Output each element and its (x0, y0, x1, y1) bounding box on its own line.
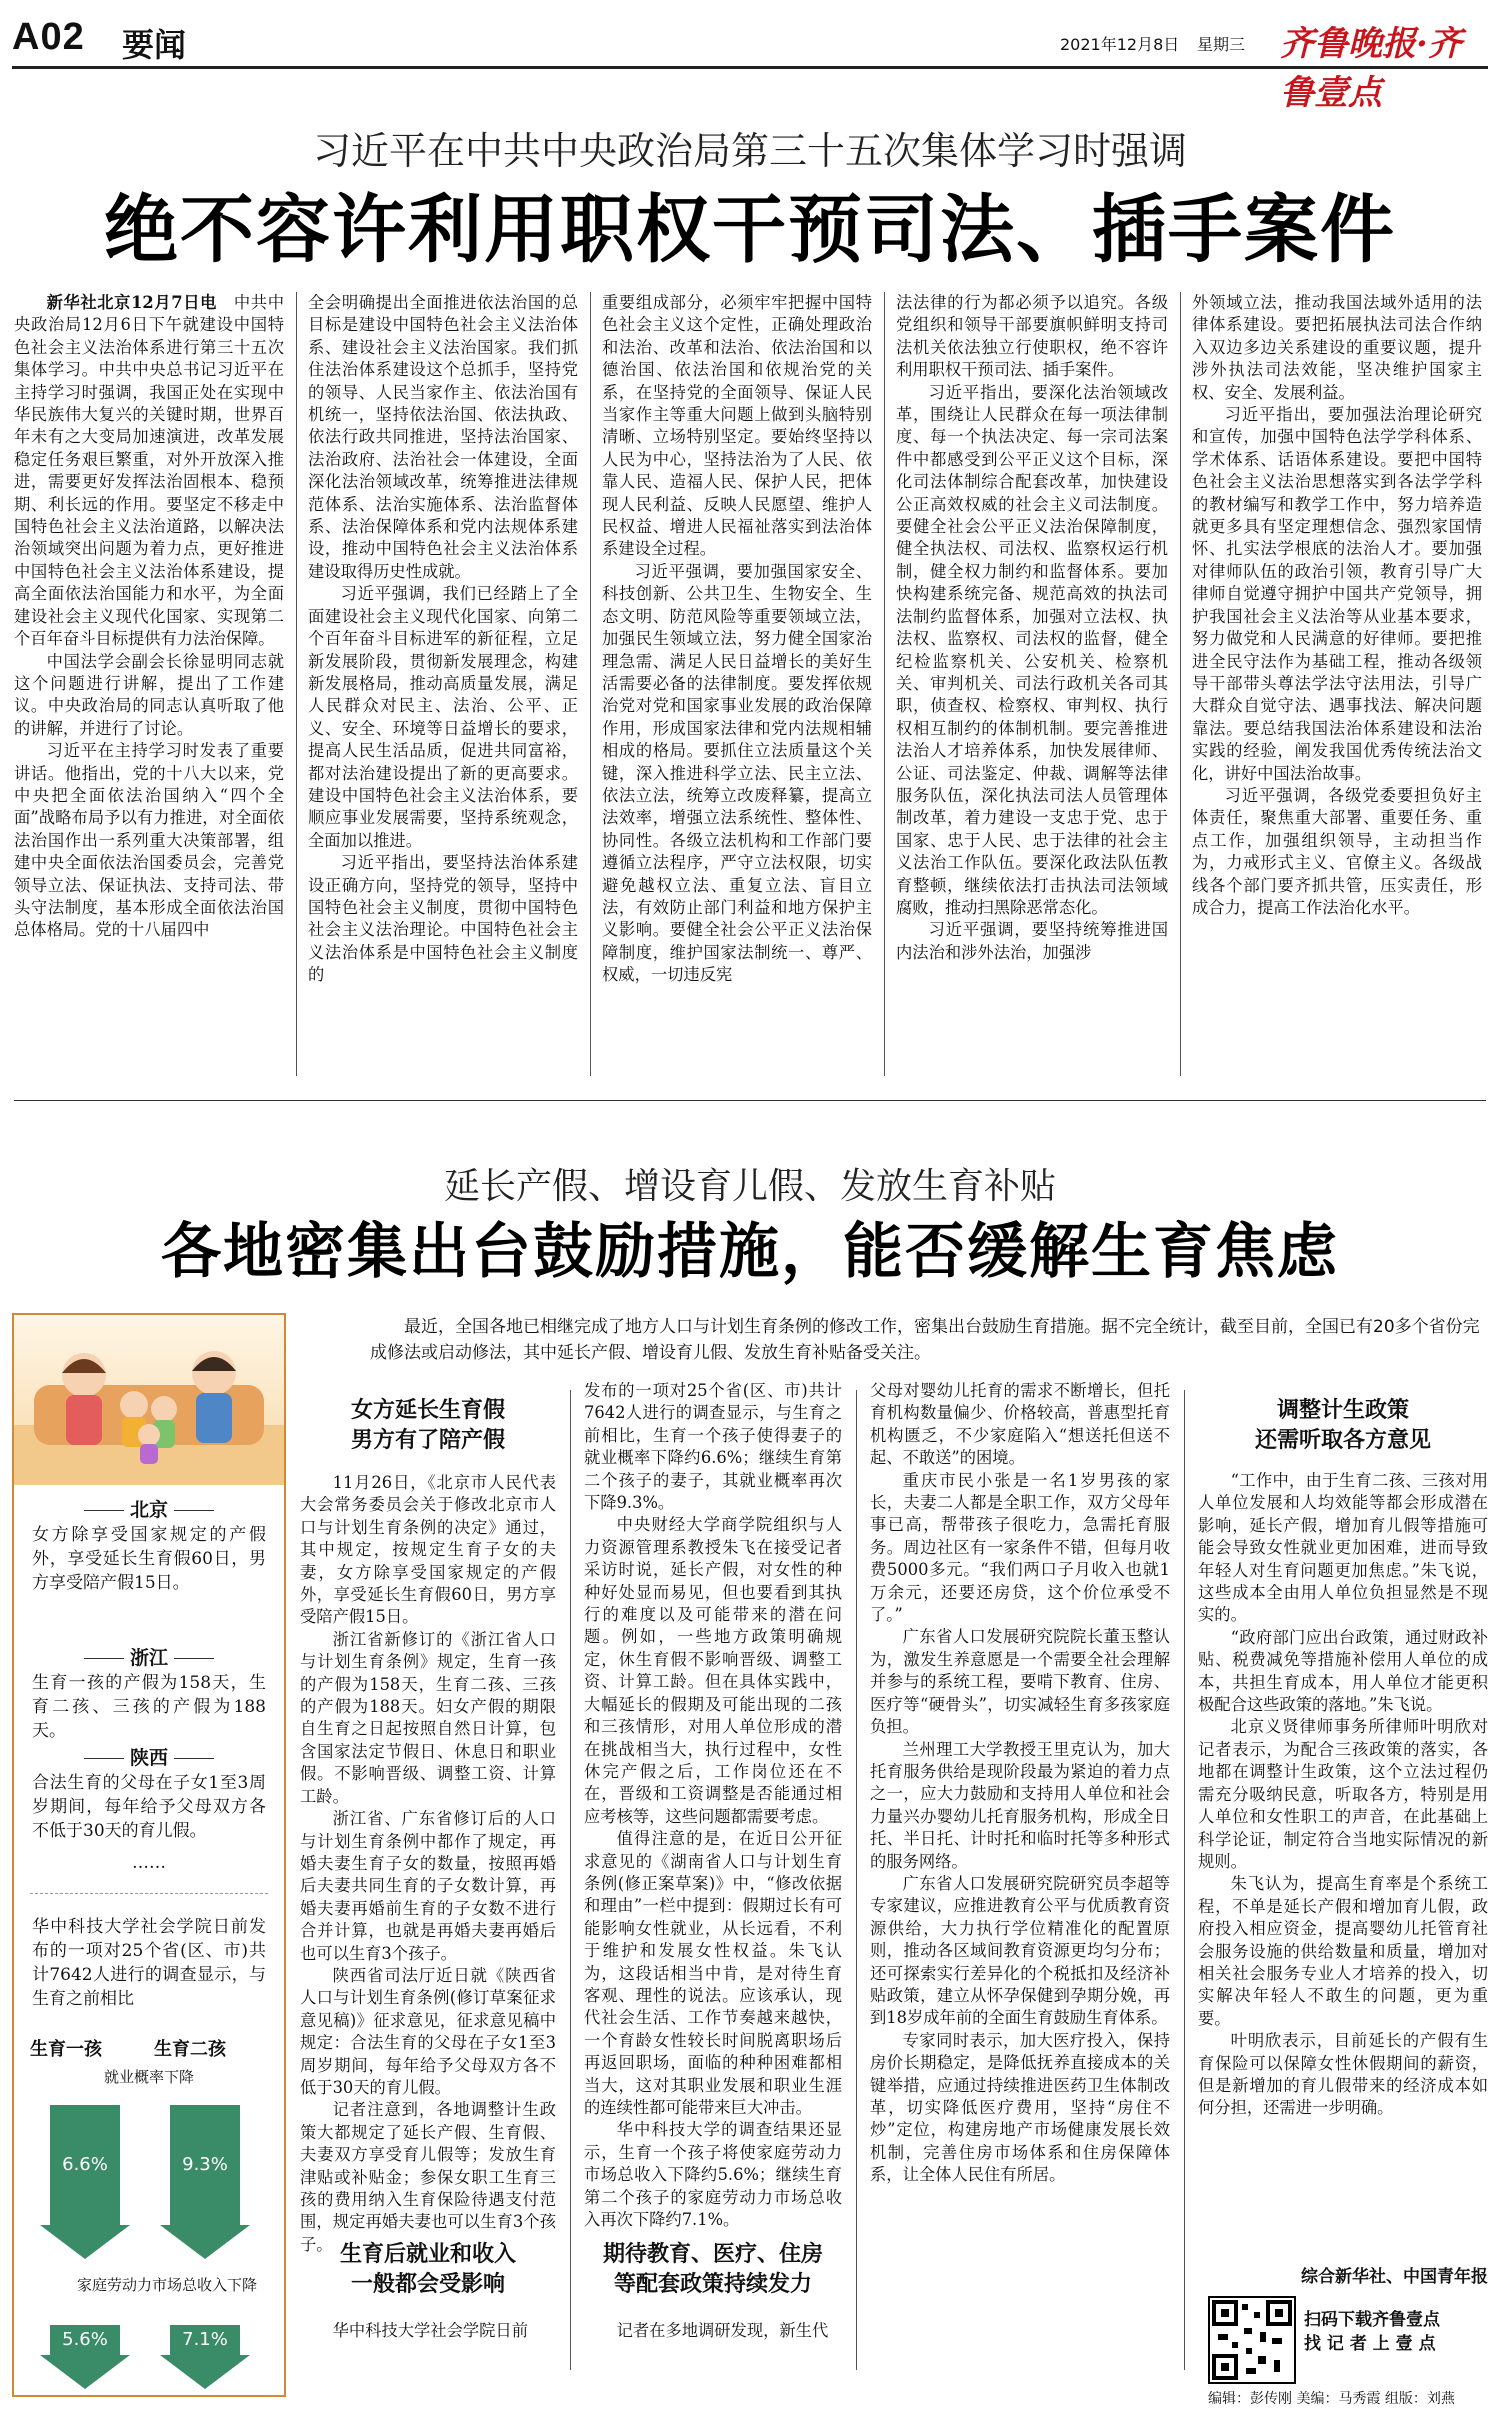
qr-caption (1304, 2308, 1440, 2356)
paragraph: 习近平指出，要深化法治领域改革，围绕让人民群众在每一项法律制度、每一个执法决定、每一宗司法案件中都感受到公平正义这个目标，深化司法体制综合配套改革，加快建设公正高效权威的社会主义司法制度。要健全社会公平正义法治保障制度，健全执法权、司法权、监察权运行机制，健全权力制约和监督体系。要加快构建系统完备、规范高效的执法司法制约监督体系，加强对立法权、执法权、监察权、司法权的监督，健全纪检监察机关、公安机关、检察机关、审判机关、司法行政机关各司其职，侦查权、检察权、审判权、执行权相互制约的体制机制。要完善推进法治人才培养体系，加快发展律师、公证、司法鉴定、仲裁、调解等法律服务队伍，深化执法司法人员管理体制改革，着力建设一支忠于党、忠于国家、忠于人民、忠于法律的社会主义法治工作队伍。要深化政法队伍教育整顿，继续依法打击执法司法领域腐败，推动扫黑除恶常态化。 (896, 382, 1168, 917)
paragraph: “工作中，由于生育二孩、三孩对用人单位发展和人均效能等都会形成潜在影响，延长产假，增加育儿假等措施可能会导致女性就业更加困难，进而导致年轻人对生育问题更加焦虑。”朱飞说，这些成本全由用人单位负担显然是不现实的。 (1198, 1471, 1488, 1625)
article1-column-4 (896, 292, 1168, 1078)
dateline: 新华社北京12月7日电 (46, 293, 234, 312)
paragraph: 专家同时表示，加大医疗投入，保持房价长期稳定，是降低抚养直接成本的关键举措，应通过持续推进医药卫生体制改革，切实降低医疗费用，坚持“房住不炒”定位，构建房地产市场健康发展长效机制，完善住房市场体系和住房保障体系，让全体人民住有所居。 (870, 2030, 1170, 2185)
label-first-child: 生育一孩 (30, 2039, 102, 2060)
page-header (12, 10, 1488, 113)
value-second-employment: 9.3% (182, 2154, 228, 2175)
article1-column-1 (14, 292, 284, 1078)
header-rule (12, 66, 1488, 69)
paragraph: 习近平强调，各级党委要担负好主体责任，聚焦重大部署、重要任务、重点工作，加强组织领导，主动担当作为，力戒形式主义、官僚主义。各级战线各个部门要齐抓共管，压实责任，形成合力，提高工作法治化水平。 (1192, 785, 1482, 917)
article1-kicker: 习近平在中共中央政治局第三十五次集体学习时强调 (312, 129, 1187, 173)
paragraph: 习近平指出，要加强法治理论研究和宣传，加强中国特色法学学科体系、学术体系、话语体系建设。要把中国特色社会主义法治思想落实到各法学学科的教材编写和教学工作中，努力培养造就更多具有坚定理想信念、强烈家国情怀、扎实法学根底的法治人才。要加强对律师队伍的政治引领，教育引导广大律师自觉遵守拥护中国共产党领导，拥护我国社会主义法治等从业基本要求，努力做党和人民满意的好律师。要把推进全民守法作为基础工程，推动各级领导干部带头尊法学法守法用法，引导广大群众自觉守法、遇事找法、解决问题靠法。要总结我国法治体系建设和法治实践的经验，阐发我国优秀传统法治文化，讲好中国法治故事。 (1192, 405, 1482, 783)
article2-kicker: 延长产假、增设育儿假、发放生育补贴 (443, 1166, 1056, 1207)
subhead-2: 生育后就业和收入 一般都会受影响 (339, 2242, 516, 2297)
metric-employment-label: 就业概率下降 (103, 2068, 194, 2086)
paragraph: 中国法学会副会长徐显明同志就这个问题进行讲解，提出了工作建议。中央政治局的同志认真听取了他的讲解，并进行了讨论。 (14, 651, 284, 738)
family-illustration-svg (14, 1315, 284, 1485)
value-second-income: 7.1% (182, 2329, 228, 2350)
article1-column-5 (1192, 292, 1482, 1078)
paragraph: 习近平强调，要坚持统筹推进国内法治和涉外法治，加强涉 (896, 920, 1168, 962)
masthead-logo: 齐鲁晚报·齐鲁壹点 (1280, 24, 1462, 113)
article2-column-4 (1198, 1470, 1488, 2250)
article-source: 综合新华社、中国青年报 (1301, 2267, 1488, 2287)
article2-column-1-tail (300, 2320, 556, 2360)
ellipsis: …… (132, 1853, 166, 1873)
paragraph: 兰州理工大学教授王里克认为，加大托育服务供给是现阶段最为紧迫的着力点之一，应大力鼓励和支持用人单位和社会力量兴办婴幼儿托育服务机构，形成全日托、半日托、计时托和临时托等多种形式的服务网络。 (870, 1739, 1170, 1871)
value-first-income: 5.6% (62, 2329, 108, 2350)
paragraph: 记者在多地调研发现，新生代 (616, 2321, 829, 2340)
paragraph: 全会明确提出全面推进依法治国的总目标是建设中国特色社会主义法治体系、建设社会主义法治国家。我们抓住法治体系建设这个总抓手，坚持党的领导、人民当家作主、依法治国有机统一，坚持依法治国、依法执政、依法行政共同推进，坚持法治国家、法治政府、法治社会一体建设，全面深化法治领域改革，统筹推进法律规范体系、法治实施体系、法治监督体系、法治保障体系和党内法规体系建设，推动中国特色社会主义法治体系建设取得历史性成就。 (308, 293, 578, 581)
paragraph: 浙江省、广东省修订后的人口与计划生育条例中都作了规定，再婚夫妻生育子女的数量，按照再婚后夫妻共同生育的子女数计算，再婚夫妻再婚前生育的子女数不进行合并计算，也就是再婚夫妻再婚后也可以生育3个孩子。 (300, 1809, 556, 1963)
paragraph: “政府部门应出台政策，通过财政补贴、税费减免等措施补偿用人单位的成本，共担生育成本，用人单位才能更积极配合这些政策的落地。”朱飞说。 (1198, 1627, 1488, 1715)
issue-weekday: 星期三 (1197, 35, 1246, 54)
qr-caption-line2: 找 记 者 上 壹 点 (1304, 2334, 1436, 2354)
paragraph: 习近平指出，要坚持法治体系建设正确方向，坚持党的领导，坚持中国特色社会主义制度，贯彻中国特色社会主义法治理论。中国特色社会主义法治体系是中国特色社会主义制度的 (308, 853, 578, 985)
paragraph: 陕西省司法厅近日就《陕西省人口与计划生育条例(修订草案征求意见稿)》征求意见，征求意见稿中规定：合法生育的父母在子女1至3周岁期间，每年给予父母双方各不低于30天的育儿假。 (300, 1965, 556, 2097)
paragraph: 朱飞认为，提高生育率是个系统工程，不单是延长产假和增加育儿假，政府投入相应资金，提高婴幼儿托管育社会服务设施的供给数量和质量，增加对相关社会服务专业人才培养的投入，切实解决年轻人不敢生的问题，更为重要。 (1198, 1874, 1488, 2028)
column-divider (296, 292, 297, 1076)
paragraph: 父母对婴幼儿托育的需求不断增长，但托育机构数量偏少、价格较高，普惠型托育机构匮乏，不少家庭陷入“想送托但送不起、不敢送”的困境。 (870, 1381, 1170, 1468)
paragraph: 值得注意的是，在近日公开征求意见的《湖南省人口与计划生育条例(修正案草案)》中，“修改依据和理由”一栏中提到：假期过长有可能影响女性就业，从长远看，不利于维护和发展女性权益。朱飞认为，这段话相当中肯，是对待生育客观、理性的说法。应该承认，现代社会生活、工作节奏越来越快，一个育龄女性较长时间脱离职场后再返回职场，面临的种种困难都相当大，这对其职业发展和职业生涯的连续性都可能带来巨大冲击。 (584, 1829, 842, 2117)
subhead-3: 期待教育、医疗、住房 等配套政策持续发力 (602, 2242, 823, 2297)
qr-code-svg (1210, 2298, 1294, 2382)
page-number: A02 (12, 16, 85, 58)
subhead-4: 调整计生政策 还需听取各方意见 (1254, 1398, 1431, 1453)
column-divider (590, 292, 591, 1076)
issue-date: 2021年12月8日 (1060, 35, 1180, 54)
paragraph: 华中科技大学社会学院日前 (332, 2321, 528, 2340)
qr-caption-line1: 扫码下载齐鲁壹点 (1304, 2310, 1440, 2330)
article1-column-2 (308, 292, 578, 1078)
region-shaanxi-text: 合法生育的父母在子女1至3周岁期间，每年给予父母双方各不低于30天的育儿假。 (32, 1773, 266, 1841)
paragraph: 外领域立法，推动我国法域外适用的法律体系建设。要把拓展执法司法合作纳入双边多边关系建设的重要议题，提升涉外执法司法效能，坚决维护国家主权、安全、发展利益。 (1192, 293, 1482, 402)
article1-column-3 (602, 292, 872, 1078)
paragraph: 华中科技大学的调查结果还显示，生育一个孩子将使家庭劳动力市场总收入下降约5.6%；继续生育第二个孩子的家庭劳动力市场总收入再次下降约7.1%。 (584, 2120, 842, 2230)
article2-column-2-tail (584, 2320, 842, 2360)
paragraph: 叶明欣表示，目前延长的产假有生育保险可以保障女性休假期间的薪资，但是新增加的育儿假带来的经济成本如何分担，还需进一步明确。 (1198, 2031, 1488, 2118)
paragraph: 浙江省新修订的《浙江省人口与计划生育条例》规定，生育一孩的产假为158天，生育二孩、三孩的产假为188天。妇女产假的期限自生育之日起按照自然日计算，包含国家法定节假日、休息日和职业假。不影响晋级、调整工资、计算工龄。 (300, 1629, 556, 1806)
region-zhejiang-text: 生育一孩的产假为158天，生育二孩、三孩的产假为188天。 (32, 1673, 266, 1741)
section-name: 要闻 (122, 26, 187, 64)
paragraph: 北京义贤律师事务所律师叶明欣对记者表示，为配合三孩政策的落实，各地都在调整计生政策，这个立法过程仍需充分吸纳民意，听取各方，特别是用人单位和女性职工的声音，在此基础上科学论证，制定符合当地实际情况的新规则。 (1198, 1717, 1488, 1871)
article2-lead: 最近，全国各地已相继完成了地方人口与计划生育条例的修改工作，密集出台鼓励生育措施。据不完全统计，截至目前，全国已有20多个省份完成修法或启动修法，其中延长产假、增设育儿假、发放生育补贴备受关注。 (370, 1317, 1480, 1363)
value-first-employment: 6.6% (62, 2154, 108, 2175)
label-second-child: 生育二孩 (154, 2039, 226, 2060)
article2-column-2 (584, 1380, 842, 2232)
article-separator (14, 1100, 1486, 1101)
arrow-first-employment (50, 2105, 120, 2225)
column-divider (570, 1390, 571, 2370)
fertility-policy-infographic (12, 1313, 286, 2397)
subhead-1: 女方延长生育假 男方有了陪产假 (350, 1398, 505, 1453)
paragraph: 习近平强调，我们已经踏上了全面建设社会主义现代化国家、向第二个百年奋斗目标进军的新征程，立足新发展阶段，贯彻新发展理念，构建新发展格局，推动高质量发展，满足人民群众对民主、法治、公平、正义、安全、环境等日益增长的要求，提高人民生活品质，促进共同富裕，都对法治建设提出了新的更高要求。建设中国特色社会主义法治体系，要顺应事业发展需要，坚持系统观念，全面加以推进。 (308, 584, 578, 850)
paragraph: 习近平强调，要加强国家安全、科技创新、公共卫生、生物安全、生态文明、防范风险等重要领域立法，加强民生领域立法，努力健全国家治理急需、满足人民日益增长的美好生活需要必备的法律制度。要发挥依规治党对党和国家事业发展的政治保障作用，形成国家法律和党内法规相辅相成的格局。要抓住立法质量这个关键，深入推进科学立法、民主立法、依法立法，统筹立改废释纂，提高立法效率，增强立法系统性、整体性、协同性。各级立法机构和工作部门要遵循立法程序，严守立法权限，切实避免越权立法、重复立法、盲目立法，有效防止部门利益和地方保护主义影响。要健全社会公平正义法治保障制度，维护国家法制统一、尊严、权威，一切违反宪 (602, 561, 872, 985)
paragraph: 11月26日，《北京市人民代表大会常务委员会关于修改北京市人口与计划生育条例的决定》通过，其中规定，按规定生育子女的夫妻，女方除享受国家规定的产假外，享受延长生育假60日，男方享受陪产假15日。 (300, 1473, 556, 1627)
region-shaanxi-heading: 陕西 (14, 1743, 284, 1770)
metric-income-label: 家庭劳动力市场总收入下降 (76, 2276, 257, 2294)
arrow-first-income (50, 2325, 120, 2355)
paragraph: 法法律的行为都必须予以追究。各级党组织和领导干部要旗帜鲜明支持司法机关依法独立行使职权，绝不容许利用职权干预司法、插手案件。 (896, 293, 1168, 380)
arrow-second-income (170, 2325, 240, 2355)
article1-headline: 绝不容许利用职权干预司法、插手案件 (104, 187, 1396, 273)
paragraph: 广东省人口发展研究院院长董玉整认为，激发生养意愿是一个需要全社会理解并参与的系统工程，要啃下教育、住房、医疗等“硬骨头”，切实减轻生育多孩家庭负担。 (870, 1627, 1170, 1737)
article2-headline: 各地密集出台鼓励措施，能否缓解生育焦虑 (161, 1217, 1339, 1287)
column-divider (1184, 1390, 1185, 2370)
family-illustration (14, 1315, 284, 1485)
paragraph: 重庆市民小张是一名1岁男孩的家长，夫妻二人都是全职工作，双方父母年事已高，帮带孩子很吃力，急需托育服务。周边社区有一家条件不错，但每月收费5000多元。“我们两口子月收入也就1万余元，还要还房贷，这个价位承受不了。” (870, 1470, 1170, 1625)
paragraph: 新华社北京12月7日电 中共中央政治局12月6日下午就建设中国特色社会主义法治体系进行第三十五次集体学习。中共中央总书记习近平在主持学习时强调，我国正处在实现中华民族伟大复兴的关键时期，世界百年未有之大变局加速演进，改革发展稳定任务艰巨繁重，对外开放深入推进，需要更好发挥法治固根本、稳预期、利长远的作用。要坚定不移走中国特色社会主义法治道路，以解决法治领域突出问题为着力点，更好推进中国特色社会主义法治体系建设，提高全面依法治国能力和水平，为全面建设社会主义现代化国家、实现第二个百年奋斗目标提供有力法治保障。 (14, 293, 284, 649)
paragraph: 记者注意到，各地调整计生政策大都规定了延长产假、生育假、夫妻双方享受育儿假等；发放生育津贴或补贴金；参保女职工生育三孩的费用纳入生育保险待遇支付范围，规定再婚夫妻也可以生育3个孩子。 (300, 2100, 556, 2254)
paragraph: 重要组成部分，必须牢牢把握中国特色社会主义这个定性，正确处理政治和法治、改革和法治、依法治国和以德治国、依法治国和依规治党的关系，在坚持党的全面领导、保证人民当家作主等重大问题上做到头脑特别清晰、立场特别坚定。要始终坚持以人民为中心，坚持法治为了人民、依靠人民、造福人民、保护人民，把体现人民利益、反映人民愿望、维护人民权益、增进人民福祉落实到法治体系建设全过程。 (602, 293, 872, 559)
survey-text: 华中科技大学社会学院日前发布的一项对25个省(区、市)共计7642人进行的调查显示，与生育之前相比 (32, 1917, 266, 2009)
arrow-second-employment (170, 2105, 240, 2225)
sidebar-divider (30, 1893, 268, 1894)
paragraph: 中央财经大学商学院组织与人力资源管理系教授朱飞在接受记者采访时说，延长产假，对女性的种种好处显而易见，但也要看到其执行的难度以及可能带来的潜在问题。例如，一些地方政策明确规定，休生育假不影响晋级、调整工资、计算工龄。但在具体实践中，大幅延长的假期及可能出现的二孩和三孩情形，对用人单位形成的潜在挑战相当大，执行过程中，女性休完产假之后，工作岗位还在不在，晋级和工资调整是否能通过相应考核等，这些问题都需要考虑。 (584, 1515, 842, 1826)
column-divider (884, 292, 885, 1076)
article2-column-3 (870, 1380, 1170, 2386)
paragraph: 广东省人口发展研究院研究员李超等专家建议，应推进教育公平与优质教育资源供给，大力执行学位精准化的配置原则，推动各区域间教育资源更均匀分布；还可探索实行差异化的个税抵扣及经济补贴政策，建立从怀孕保健到孕期分娩，再到18岁成年前的全面生育鼓励生育体系。 (870, 1873, 1170, 2028)
article2-column-1 (300, 1472, 556, 2254)
paragraph: 发布的一项对25个省(区、市)共计7642人进行的调查显示，与生育之前相比，生育一个孩子使得妻子的就业概率下降约6.6%；继续生育第二个孩子的妻子，其就业概率再次下降9.3%。 (584, 1381, 842, 1513)
qr-code[interactable] (1208, 2296, 1296, 2384)
column-divider (1180, 292, 1181, 1076)
column-divider (856, 1390, 857, 2370)
editor-credits: 编辑：彭传刚 美编：马秀霞 组版：刘燕 (1208, 2391, 1455, 2407)
region-beijing-heading: 北京 (14, 1495, 284, 1522)
region-beijing-text: 女方除享受国家规定的产假外，享受延长生育假60日，男方享受陪产假15日。 (32, 1525, 266, 1593)
paragraph: 习近平在主持学习时发表了重要讲话。他指出，党的十八大以来，党中央把全面依法治国纳入“四个全面”战略布局予以有力推进，对全面依法治国作出一系列重大决策部署，组建中央全面依法治国委员会，完善党领导立法、保证执法、支持司法、带头守法制度，基本形成全面依法治国总体格局。党的十八届四中 (14, 741, 284, 940)
region-zhejiang-heading: 浙江 (14, 1643, 284, 1670)
